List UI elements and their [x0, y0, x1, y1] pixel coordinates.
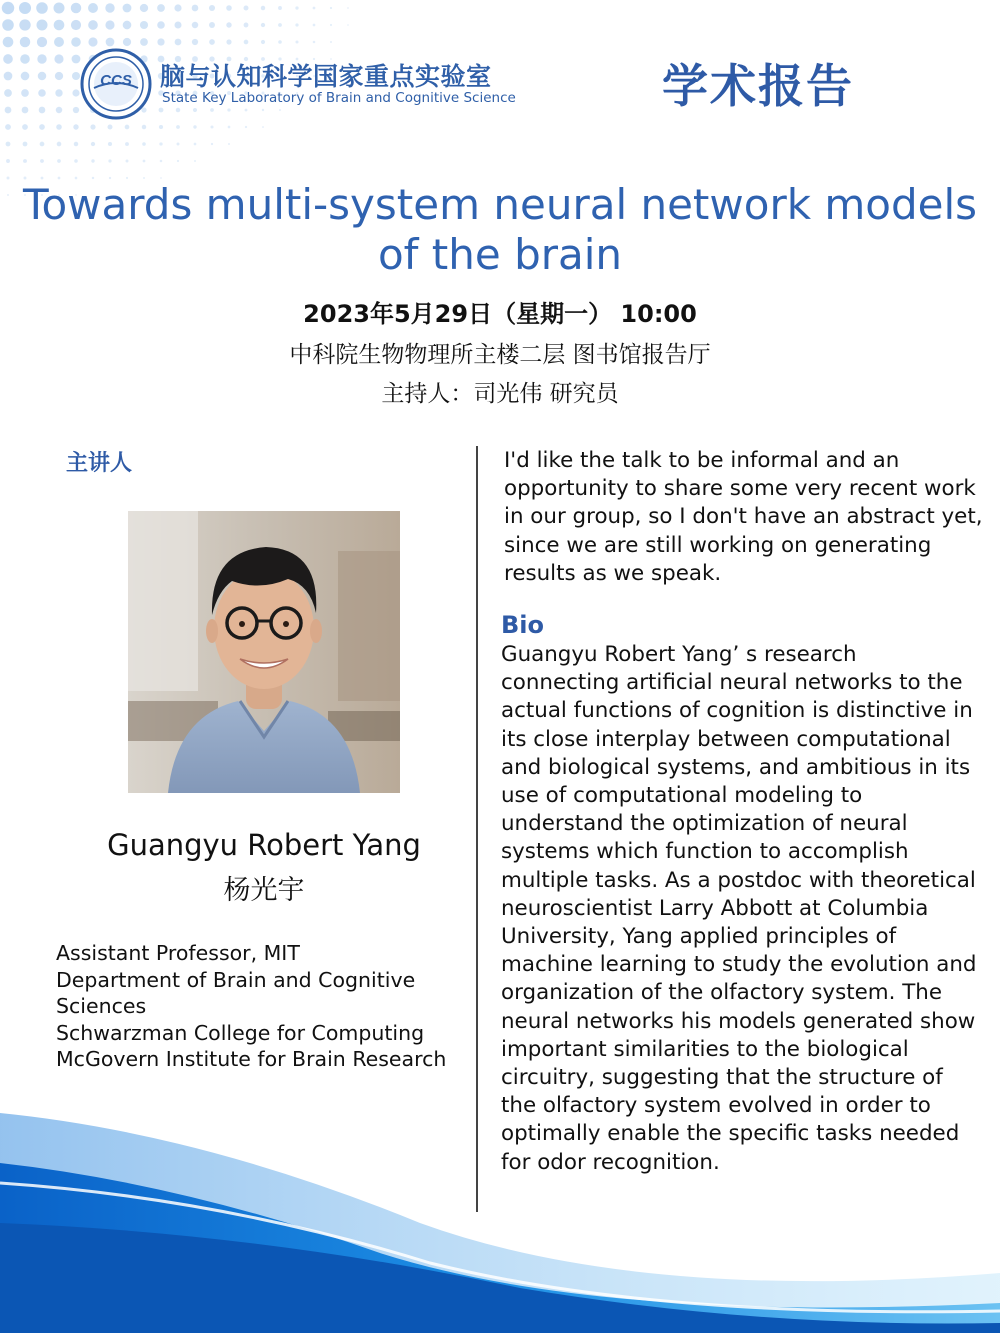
- lab-logo: [80, 48, 152, 120]
- bio-text: Guangyu Robert Yang’ s research connecting artificial neural networks to the actual functions of cognition is distinctive in its close interplay between computational and biological systems, and ambitious in its use of computational modeling to understand the optimization of neural systems which function to accomplish multiple tasks. As a postdoc with theoretical neuroscientist Larry Abbott at Columbia University, Yang applied principles of machine learning to study the evolution and organization of the olfactory system. The neural networks his models generated show important similarities to the biological circuitry, suggesting that the structure of the olfactory system evolved in order to optimally enable the specific tasks needed for odor recognition.: [501, 642, 977, 1175]
- affiliation-line: Department of Brain and Cognitive: [56, 967, 416, 992]
- talk-title-line-1: Towards multi-system neural network models: [22, 180, 978, 229]
- affiliation-line: McGovern Institute for Brain Research: [56, 1047, 447, 1072]
- speaker-photo: [128, 511, 400, 793]
- affiliation-line: Sciences: [56, 994, 147, 1019]
- report-type-label: 学术报告: [662, 59, 854, 113]
- bio-heading: Bio: [501, 611, 545, 639]
- speaker-affiliations: [56, 940, 476, 1073]
- wave-decoration: [0, 1073, 1000, 1333]
- talk-datetime: 2023年5月29日（星期一） 10:00: [303, 300, 697, 328]
- talk-title: [20, 180, 980, 280]
- speaker-name-english: Guangyu Robert Yang: [107, 828, 421, 862]
- talk-host: 主持人：司光伟 研究员: [381, 381, 619, 407]
- logo-letters: CCS: [100, 72, 132, 89]
- org-name-english: State Key Laboratory of Brain and Cognitive Science: [162, 90, 516, 106]
- affiliation-line: Assistant Professor, MIT: [56, 941, 300, 965]
- org-name-chinese: 脑与认知科学国家重点实验室: [160, 62, 492, 91]
- talk-venue: 中科院生物物理所主楼二层 图书馆报告厅: [289, 342, 711, 368]
- talk-title-line-2: of the brain: [377, 230, 623, 279]
- speaker-name-chinese: 杨光宇: [223, 875, 305, 906]
- affiliation-line: Schwarzman College for Computing: [56, 1020, 425, 1045]
- speaker-section-label: 主讲人: [66, 451, 133, 476]
- abstract-text: I'd like the talk to be informal and an opportunity to share some very recent work in our group, so I don't have an abstract yet, since we are still working on generating results as we speak.: [504, 448, 983, 586]
